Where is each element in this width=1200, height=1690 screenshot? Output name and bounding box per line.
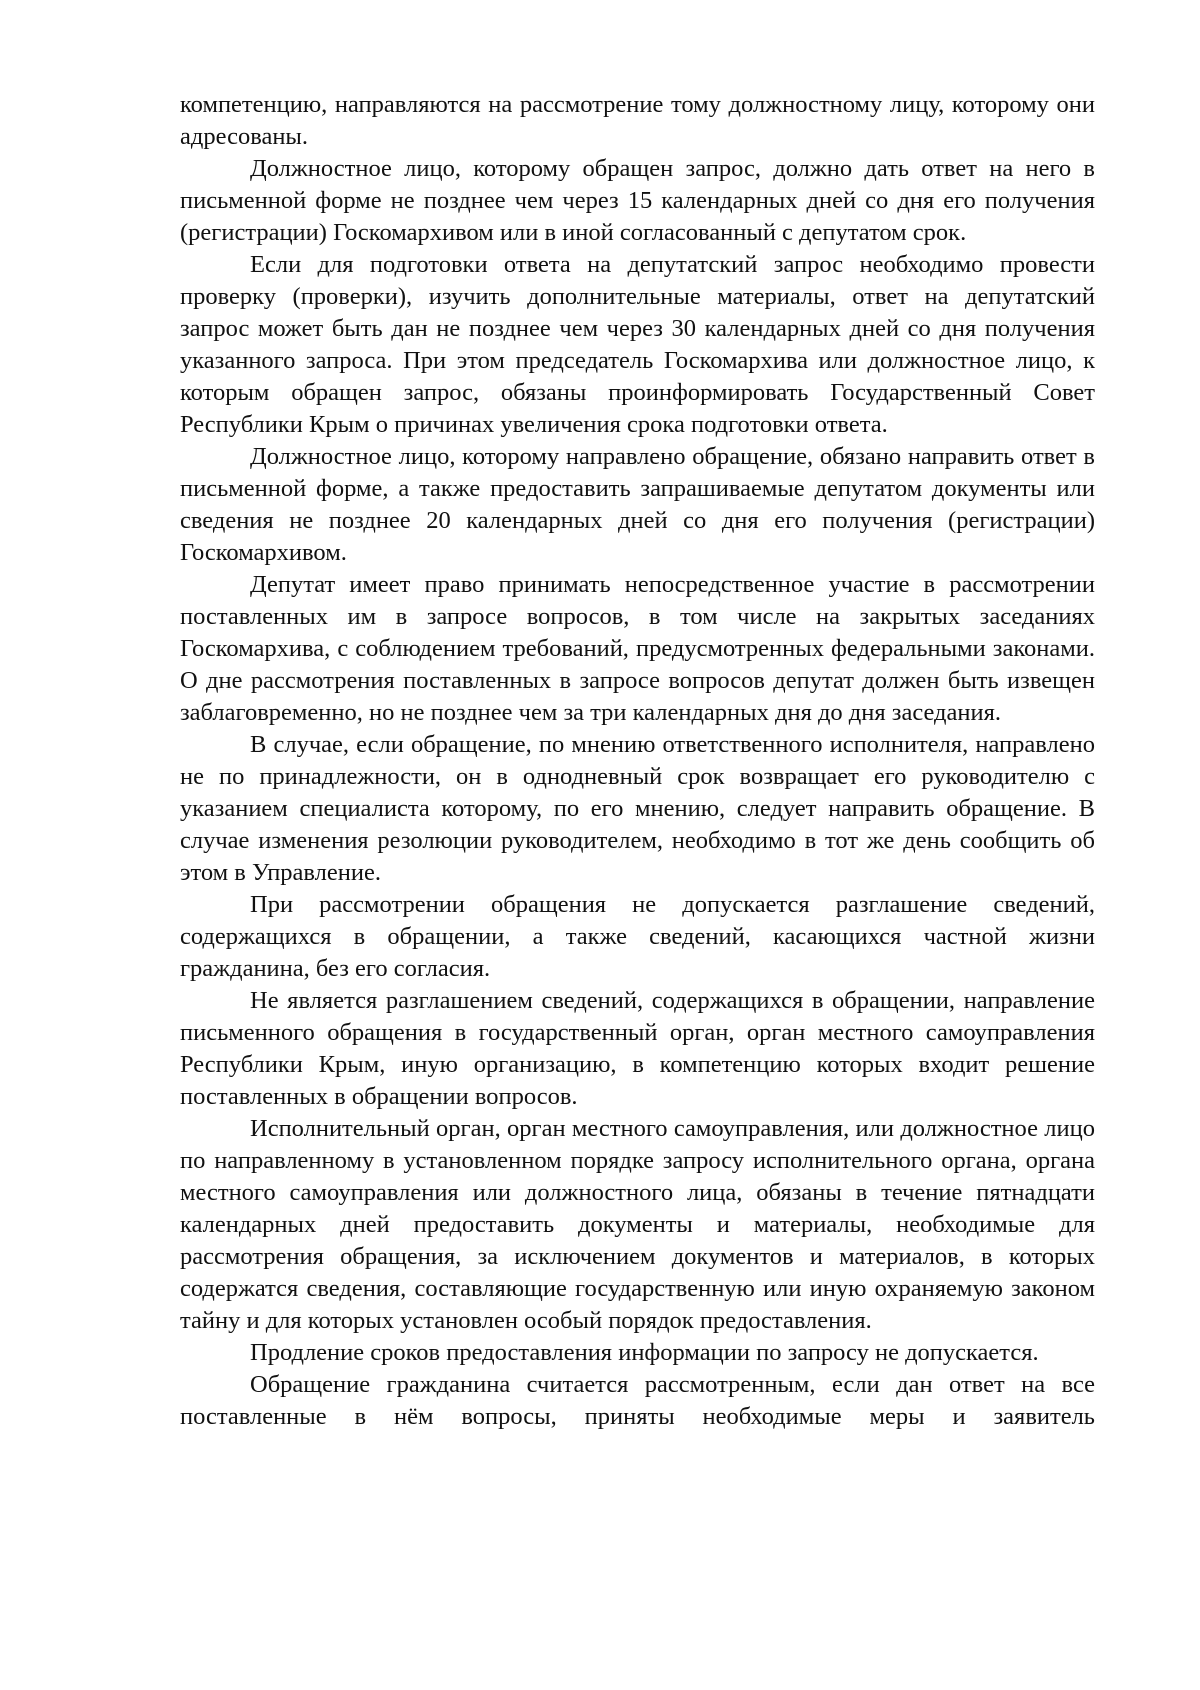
paragraph-appeal-response: Должностное лицо, которому направлено обращение, обязано направить ответ в письменной форме, а также предоставить запрашиваемые депутатом документы или сведения не позднее 20 календарных дней со дня его получения (регистрации) Госкомархивом. xyxy=(180,443,1095,566)
paragraph-continued: компетенцию, направляются на рассмотрение тому должностному лицу, которому они адресованы. xyxy=(180,91,1095,150)
paragraph-not-disclosure: Не является разглашением сведений, содержащихся в обращении, направление письменного обращения в государственный орган, орган местного самоуправления Республики Крым, иную организацию, в компетенцию которых входит решение поставленных в обращении вопросов. xyxy=(180,987,1095,1110)
paragraph-confidentiality: При рассмотрении обращения не допускается разглашение сведений, содержащихся в обращении, а также сведений, касающихся частной жизни гражданина, без его согласия. xyxy=(180,891,1095,982)
paragraph-considered: Обращение гражданина считается рассмотренным, если дан ответ на все поставленные в нём вопросы, приняты необходимые меры и заявитель xyxy=(180,1371,1095,1430)
paragraph-document-request: Исполнительный орган, орган местного самоуправления, или должностное лицо по направленному в установленном порядке запросу исполнительного органа, органа местного самоуправления или должностного лица, обязаны в течение пятнадцати календарных дней предоставить документы и материалы, необходимые для рассмотрения обращения, за исключением документов и материалов, в которых содержатся сведения, составляющие государственную или иную охраняемую законом тайну и для которых установлен особый порядок предоставления. xyxy=(180,1115,1095,1334)
paragraph-deputy-participation: Депутат имеет право принимать непосредственное участие в рассмотрении поставленных им в запросе вопросов, в том числе на закрытых заседаниях Госкомархива, с соблюдением требований, предусмотренных федеральными законами. О дне рассмотрения поставленных в запросе вопросов депутат должен быть извещен заблаговременно, но не позднее чем за три календарных дня до дня заседания. xyxy=(180,571,1095,726)
paragraph-misrouted-appeal: В случае, если обращение, по мнению ответственного исполнителя, направлено не по принадлежности, он в однодневный срок возвращает его руководителю с указанием специалиста которому, по его мнению, следует направить обращение. В случае изменения резолюции руководителем, необходимо в тот же день сообщить об этом в Управление. xyxy=(180,731,1095,886)
paragraph-extended-deadline: Если для подготовки ответа на депутатский запрос необходимо провести проверку (проверки), изучить дополнительные материалы, ответ на депутатский запрос может быть дан не позднее чем через 30 календарных дней со дня получения указанного запроса. При этом председатель Госкомархива или должностное лицо, к которым обращен запрос, обязаны проинформировать Государственный Совет Республики Крым о причинах увеличения срока подготовки ответа. xyxy=(180,251,1095,438)
paragraph-no-extension: Продление сроков предоставления информации по запросу не допускается. xyxy=(250,1339,1039,1366)
paragraph-response-deadline: Должностное лицо, которому обращен запрос, должно дать ответ на него в письменной форме не позднее чем через 15 календарных дней со дня его получения (регистрации) Госкомархивом или в иной согласованный с депутатом срок. xyxy=(180,155,1095,246)
document-body xyxy=(180,89,1095,1433)
